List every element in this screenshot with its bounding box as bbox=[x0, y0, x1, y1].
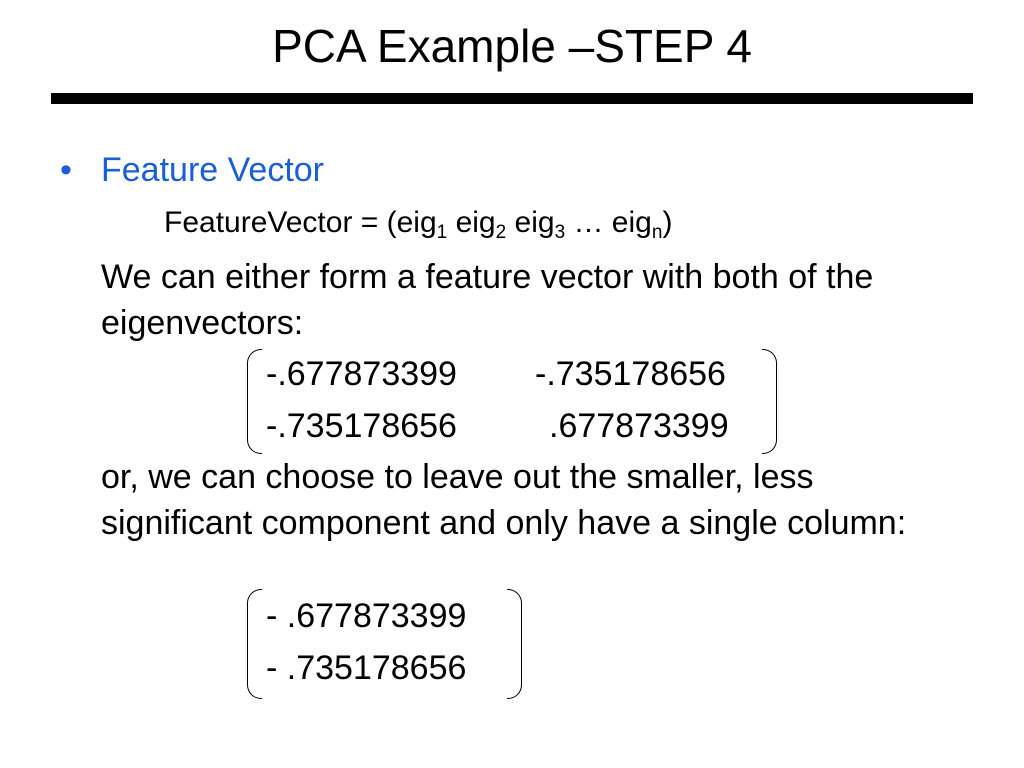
formula-mid-3: … eig bbox=[565, 206, 652, 239]
formula-sub-3: 3 bbox=[554, 222, 566, 243]
formula-mid-2: eig bbox=[506, 206, 555, 239]
matrix-left-bracket bbox=[247, 589, 262, 699]
matrix-cell-r1c2: -.735178656 bbox=[535, 355, 726, 393]
matrix-single-column bbox=[247, 589, 522, 699]
matrix-left-bracket bbox=[247, 349, 262, 454]
formula-lhs: FeatureVector = (eig bbox=[164, 206, 437, 239]
title-divider bbox=[51, 93, 973, 104]
matrix-two-columns bbox=[247, 349, 777, 454]
matrix-cell-r2c1: -.735178656 bbox=[266, 407, 457, 445]
matrix-cell-r2c2: .677873399 bbox=[549, 407, 729, 445]
paragraph-both-eigenvectors: We can either form a feature vector with both of the eigenvectors: bbox=[101, 258, 874, 342]
formula-sub-n: n bbox=[651, 222, 663, 243]
matrix-right-bracket bbox=[762, 349, 777, 454]
formula-mid-1: eig bbox=[447, 206, 496, 239]
slide-title: PCA Example –STEP 4 bbox=[272, 20, 752, 72]
bullet-marker: • bbox=[60, 151, 72, 189]
matrix-cell-r2: - .735178656 bbox=[266, 649, 467, 687]
matrix-right-bracket bbox=[507, 589, 522, 699]
formula-sub-1: 1 bbox=[436, 222, 448, 243]
matrix-cell-r1c1: -.677873399 bbox=[266, 355, 457, 393]
bullet-heading: Feature Vector bbox=[101, 151, 325, 189]
paragraph-single-column: or, we can choose to leave out the smaller, less significant component and only have a single column: bbox=[101, 458, 907, 542]
formula-sub-2: 2 bbox=[495, 222, 507, 243]
feature-vector-formula bbox=[164, 203, 672, 243]
matrix-cell-r1: - .677873399 bbox=[266, 597, 467, 635]
formula-close: ) bbox=[662, 206, 673, 239]
